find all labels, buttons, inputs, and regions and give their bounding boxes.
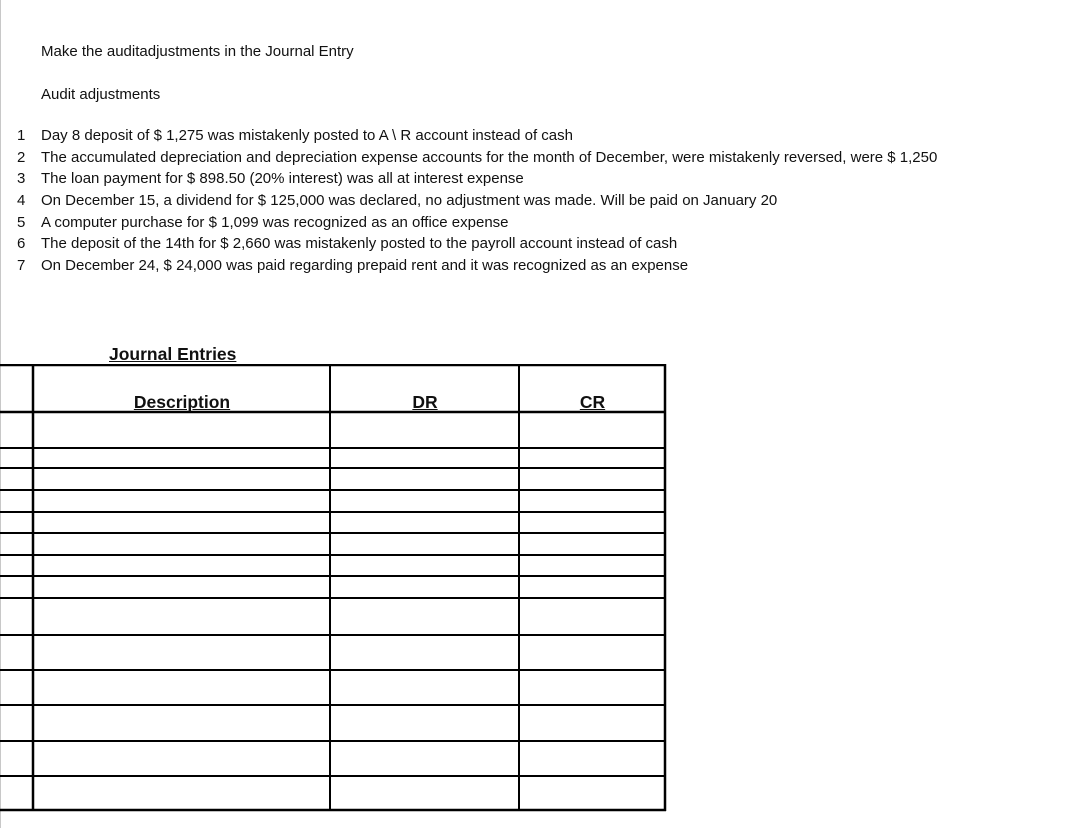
column-header-cr: CR: [579, 392, 606, 412]
journal-title: Journal Entries: [109, 344, 237, 364]
adjustment-number: 7: [17, 257, 26, 275]
adjustment-text: The deposit of the 14th for $ 2,660 was mistakenly posted to the payroll account instead of cash: [41, 235, 678, 253]
instruction-text: Make the auditadjustments in the Journal Entry: [41, 43, 354, 60]
adjustment-text: A computer purchase for $ 1,099 was recognized as an office expense: [41, 213, 509, 231]
journal-grid-lines: [0, 364, 666, 811]
adjustment-text: The loan payment for $ 898.50 (20% interest) was all at interest expense: [41, 170, 524, 188]
subtitle-text: Audit adjustments: [41, 86, 161, 103]
adjustment-number: 4: [17, 192, 26, 210]
journal-table: [0, 364, 668, 812]
journal-grid: [0, 364, 668, 812]
adjustment-text: Day 8 deposit of $ 1,275 was mistakenly posted to A \ R account instead of cash: [41, 127, 573, 144]
column-header-description: Description: [133, 392, 231, 412]
adjustment-text: On December 24, $ 24,000 was paid regarding prepaid rent and it was recognized as an expense: [41, 257, 689, 275]
adjustment-number: 1: [17, 127, 26, 144]
adjustment-text: The accumulated depreciation and depreciation expense accounts for the month of December, were mistakenly reversed, were $ 1,250: [41, 148, 938, 166]
column-header-dr: DR: [412, 392, 438, 412]
adjustment-number: 6: [17, 235, 26, 253]
adjustment-number: 5: [17, 213, 26, 231]
adjustment-text: On December 15, a dividend for $ 125,000 was declared, no adjustment was made. Will be paid on January 20: [41, 192, 778, 210]
adjustment-number: 3: [17, 170, 26, 188]
adjustment-number: 2: [17, 148, 26, 166]
